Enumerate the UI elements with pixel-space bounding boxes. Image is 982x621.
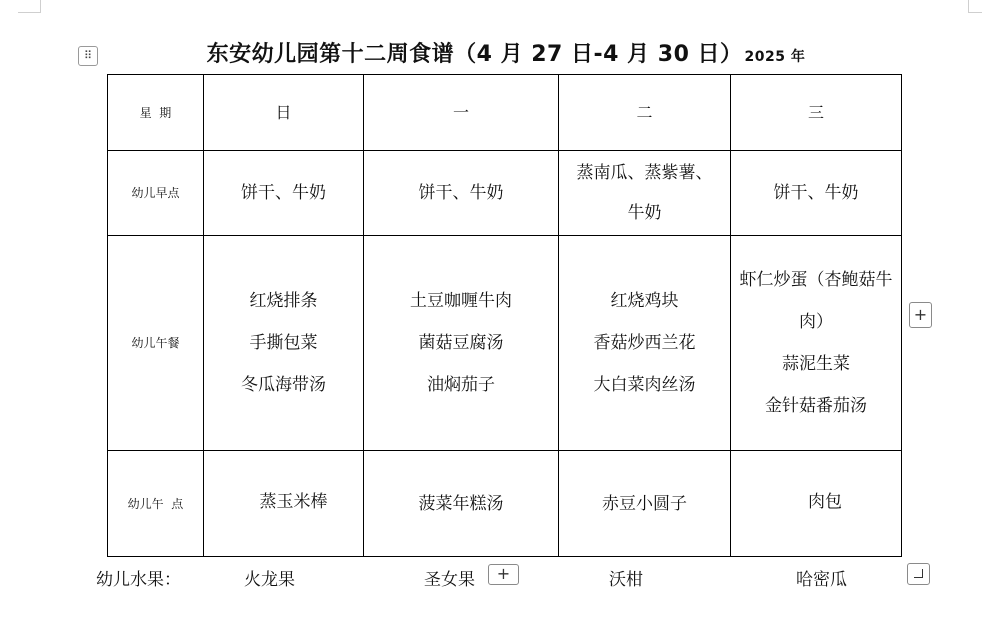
fruit-item: 哈密瓜 bbox=[796, 570, 847, 590]
fruit-item: 火龙果 bbox=[244, 570, 295, 590]
dish-item: 牛奶 bbox=[627, 203, 662, 223]
meal-cell[interactable] bbox=[364, 451, 559, 557]
dish-item: 冬瓜海带汤 bbox=[241, 375, 326, 395]
dish-item: 饼干、牛奶 bbox=[773, 183, 859, 203]
dish-item: 红烧鸡块 bbox=[610, 291, 679, 311]
dish-item: 蒸玉米棒 bbox=[259, 491, 328, 512]
dish-item: 油焖茄子 bbox=[427, 375, 495, 395]
dish-item: 红烧排条 bbox=[249, 291, 318, 311]
table-row-lunch bbox=[108, 236, 902, 451]
meal-cell[interactable] bbox=[559, 451, 731, 557]
menu-table bbox=[107, 74, 902, 557]
meal-cell[interactable] bbox=[731, 151, 902, 236]
row-label-breakfast: 幼儿早点 bbox=[108, 151, 204, 236]
dish-item: 肉包 bbox=[808, 491, 842, 512]
dish-item: 菠菜年糕汤 bbox=[418, 493, 504, 514]
day-header: 二 bbox=[559, 75, 731, 151]
row-label-snack: 幼儿午 点 bbox=[108, 451, 204, 557]
page-corner-mark bbox=[968, 0, 982, 13]
add-column-button[interactable]: + bbox=[909, 302, 932, 328]
meal-cell[interactable] bbox=[204, 451, 364, 557]
weekday-header-label: 星 期 bbox=[108, 75, 204, 151]
row-label-lunch: 幼儿午餐 bbox=[108, 236, 204, 451]
meal-cell[interactable] bbox=[731, 451, 902, 557]
meal-cell[interactable] bbox=[364, 236, 559, 451]
table-header-row bbox=[108, 75, 902, 151]
fruit-label: 幼儿水果： bbox=[96, 570, 181, 590]
meal-cell[interactable] bbox=[559, 151, 731, 236]
meal-cell[interactable] bbox=[731, 236, 902, 451]
day-header: 日 bbox=[204, 75, 364, 151]
table-move-handle-icon[interactable]: ⠿ bbox=[78, 46, 98, 66]
dish-item: 手撕包菜 bbox=[249, 333, 318, 353]
page-corner-mark bbox=[18, 0, 41, 13]
table-row-snack bbox=[108, 451, 902, 557]
day-header: 一 bbox=[364, 75, 559, 151]
title-year: 2025 年 bbox=[744, 49, 806, 65]
meal-cell[interactable] bbox=[559, 236, 731, 451]
dish-item: 肉） bbox=[799, 312, 833, 332]
fruit-item: 圣女果 bbox=[424, 570, 475, 590]
dish-item: 蒜泥生菜 bbox=[782, 354, 850, 374]
meal-cell[interactable] bbox=[364, 151, 559, 236]
page-title bbox=[0, 37, 982, 68]
table-row-breakfast bbox=[108, 151, 902, 236]
dish-item: 饼干、牛奶 bbox=[241, 183, 326, 203]
table-resize-handle-icon[interactable] bbox=[907, 563, 930, 585]
dish-item: 土豆咖喱牛肉 bbox=[410, 291, 512, 311]
dish-item: 赤豆小圆子 bbox=[602, 493, 687, 514]
title-text: 东安幼儿园第十二周食谱（4 月 27 日-4 月 30 日） bbox=[206, 42, 743, 67]
dish-item: 菌菇豆腐汤 bbox=[418, 333, 504, 353]
meal-cell[interactable] bbox=[204, 236, 364, 451]
dish-item: 饼干、牛奶 bbox=[418, 183, 504, 203]
dish-item: 香菇炒西兰花 bbox=[593, 333, 696, 353]
dish-item: 金针菇番茄汤 bbox=[765, 396, 867, 416]
meal-cell[interactable] bbox=[204, 151, 364, 236]
dish-item: 虾仁炒蛋（杏鲍菇牛 bbox=[739, 270, 893, 290]
fruit-item: 沃柑 bbox=[609, 570, 643, 590]
add-row-button[interactable]: + bbox=[488, 564, 519, 585]
dish-item: 大白菜肉丝汤 bbox=[593, 375, 696, 395]
dish-item: 蒸南瓜、蒸紫薯、 bbox=[576, 163, 713, 183]
day-header: 三 bbox=[731, 75, 902, 151]
